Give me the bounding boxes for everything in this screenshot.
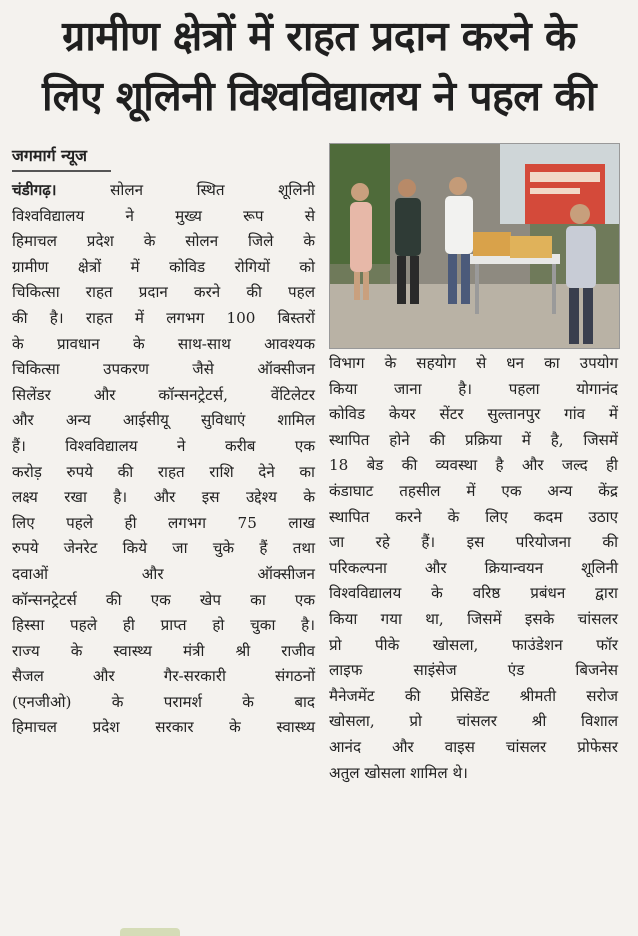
news-photo <box>329 143 620 349</box>
col2-line: परिकल्पना और क्रियान्वयन शूलिनी <box>329 558 618 577</box>
col2-line: स्थापित करने के लिए कदम उठाए <box>329 507 618 526</box>
col2-line: स्थापित होने की प्रक्रिया में है, जिसमें <box>329 430 618 449</box>
col1-line: और अन्य आईसीयू सुविधाएं शामिल <box>12 411 315 430</box>
col1-line: दवाओं और ऑक्सीजन <box>12 564 315 583</box>
col2-line: मैनेजमेंट की प्रेसिडेंट श्रीमती सरोज <box>329 686 618 705</box>
article-column-1 <box>12 178 315 741</box>
col2-line: कोविड केयर सेंटर सुल्तानपुर गांव में <box>329 405 618 424</box>
col1-line: ग्रामीण क्षेत्रों में कोविड रोगियों को <box>12 257 315 276</box>
headline-line-2: लिए शूलिनी विश्वविद्यालय ने पहल की <box>42 72 596 120</box>
headline <box>14 6 624 126</box>
page-edge-mark <box>120 928 180 936</box>
col2-line: जा रहे हैं। इस परियोजना की <box>329 533 618 552</box>
col1-line: राज्य के स्वास्थ्य मंत्री श्री राजीव <box>12 641 315 660</box>
col1-line: हिमाचल प्रदेश के सोलन जिले के <box>12 232 315 251</box>
col1-line: हैं। विश्वविद्यालय ने करीब एक <box>12 436 315 455</box>
col1-line: चिकित्सा उपकरण जैसे ऑक्सीजन <box>12 360 315 379</box>
col2-line: खोसला, प्रो चांसलर श्री विशाल <box>329 712 618 731</box>
col2-line: अतुल खोसला शामिल थे। <box>329 763 468 782</box>
col2-line: प्रो पीके खोसला, फाउंडेशन फॉर <box>329 635 618 654</box>
col2-line: विश्वविद्यालय के वरिष्ठ प्रबंधन द्वारा <box>329 584 618 603</box>
article-column-2 <box>329 351 618 786</box>
col2-line: विभाग के सहयोग से धन का उपयोग <box>329 354 618 372</box>
col2-line: किया गया था, जिसमें इसके चांसलर <box>329 609 618 628</box>
col1-line: लिए पहले ही लगभग 75 लाख <box>12 513 315 532</box>
col1-line: लक्ष्य रखा है। और इस उद्देश्य के <box>12 488 315 507</box>
col1-line: के प्रावधान के साथ-साथ आवश्यक <box>12 334 315 353</box>
col1-line: चिकित्सा राहत प्रदान करने की पहल <box>12 283 315 302</box>
headline-line-1: ग्रामीण क्षेत्रों में राहत प्रदान करने के <box>62 12 576 60</box>
col1-line: सिलेंडर और कॉन्सनट्रेटर्स, वेंटिलेटर <box>12 385 315 404</box>
col2-line: किया जाना है। पहला योगानंद <box>329 379 618 398</box>
dateline: चंडीगढ़। <box>12 181 57 199</box>
col1-line: की है। राहत में लगभग 100 बिस्तरों <box>12 308 315 327</box>
col1-line: (एनजीओ) के परामर्श के बाद <box>12 692 315 711</box>
col1-line: करोड़ रुपये की राहत राशि देने का <box>12 462 315 481</box>
col2-line: लाइफ साइंसेज एंड बिजनेस <box>329 661 618 680</box>
col1-line: हिस्सा पहले ही प्राप्त हो चुका है। <box>12 616 315 635</box>
col1-line: हिमाचल प्रदेश सरकार के स्वास्थ्य <box>12 718 315 737</box>
col1-line: कॉन्सनट्रेटर्स की एक खेप का एक <box>12 590 315 609</box>
news-photo-illustration <box>330 144 619 348</box>
col1-line: सैजल और गैर-सरकारी संगठनों <box>12 667 315 686</box>
col1-line: रुपये जेनरेट किये जा चुके हैं तथा <box>12 539 315 558</box>
col2-line: 18 बेड की व्यवस्था है और जल्द ही <box>329 456 618 475</box>
col1-line: चंडीगढ़। सोलन स्थित शूलिनी <box>12 181 315 199</box>
col2-line: आनंद और वाइस चांसलर प्रोफेसर <box>329 737 618 756</box>
col1-line: विश्वविद्यालय ने मुख्य रूप से <box>12 206 315 225</box>
col2-line: कंडाघाट तहसील में एक अन्य केंद्र <box>329 481 618 500</box>
byline: जगमार्ग न्यूज <box>12 142 111 172</box>
